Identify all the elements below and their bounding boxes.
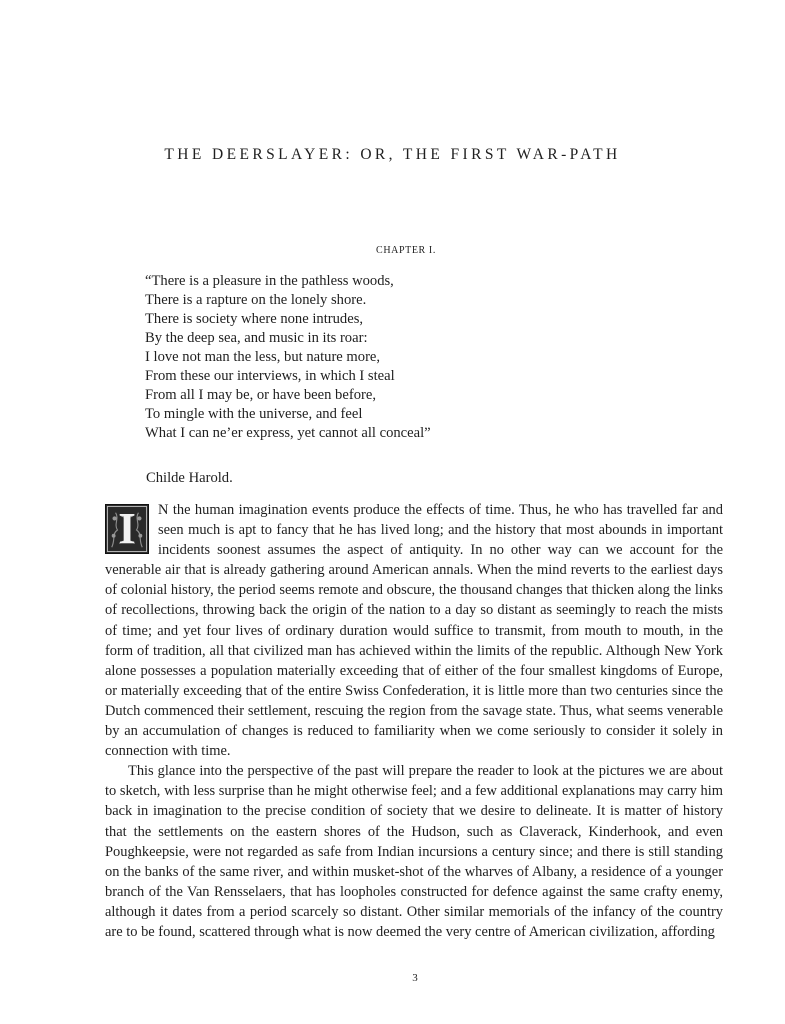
drop-cap-letter: I [118,504,136,553]
page-number: 3 [412,972,418,984]
epigraph-line: I love not man the less, but nature more, [145,349,381,365]
epigraph-line: From these our interviews, in which I steal [145,368,395,384]
drop-cap-initial [105,504,149,554]
epigraph-line: By the deep sea, and music in its roar: [145,330,368,346]
epigraph-line: From all I may be, or have been before, [145,387,376,403]
paragraph: This glance into the perspective of the past will prepare the reader to look at the pictures we are about to sketch, with less surprise than he might otherwise feel; and a few additional explanations may carry him back in imagination to the precise condition of society that we desire to delineate. It is matter of history that the settlements on the eastern shores of the Hudson, such as Claverack, Kinderhook, and even Poughkeepsie, were not regarded as safe from Indian incursions a century since; and there is still standing on the banks of the same river, and within musket-shot of the wharves of Albany, a residence of a younger branch of the Van Rensselaers, that has loopholes constructed for defence against the same crafty enemy, although it dates from a period scarcely so distant. Other similar memorials of the infancy of the country are to be found, scattered through what is now deemed the very centre of American civilization, affording [105,763,723,940]
epigraph-line: What I can ne’er express, yet cannot all conceal” [145,425,431,441]
epigraph-attribution: Childe Harold. [146,470,233,486]
chapter-heading: CHAPTER I. [376,245,436,256]
chapter-body [105,500,723,942]
epigraph-line: “There is a pleasure in the pathless woods, [145,273,394,289]
epigraph-line: To mingle with the universe, and feel [145,406,363,422]
epigraph-poem [145,272,431,443]
epigraph-line: There is society where none intrudes, [145,311,364,327]
epigraph-line: There is a rapture on the lonely shore. [145,292,367,308]
paragraph [105,500,723,761]
book-title: THE DEERSLAYER: OR, THE FIRST WAR-PATH [164,146,621,163]
paragraph-text: N the human imagination events produce the effects of time. Thus, he who has travelled far and seen much is apt to fancy that he has lived long; and the history that most abounds in important incidents soonest assumes the aspect of antiquity. In no other way can we account for the venerable air that is already gathering around American annals. When the mind reverts to the earliest days of colonial history, the period seems remote and obscure, the thousand changes that thicken along the links of recollections, throwing back the origin of the nation to a day so distant as seemingly to reach the mists of time; and yet four lives of ordinary duration would suffice to transmit, from mouth to mouth, in the form of tradition, all that civilized man has achieved within the limits of the republic. Although New York alone possesses a population materially exceeding that of either of the four smallest kingdoms of Europe, or materially exceeding that of the entire Swiss Confederation, it is little more than two centuries since the Dutch commenced their settlement, rescuing the region from the savage state. Thus, what seems venerable by an accumulation of changes is reduced to familiarity when we come seriously to consider it solely in connection with time. [105,502,723,760]
